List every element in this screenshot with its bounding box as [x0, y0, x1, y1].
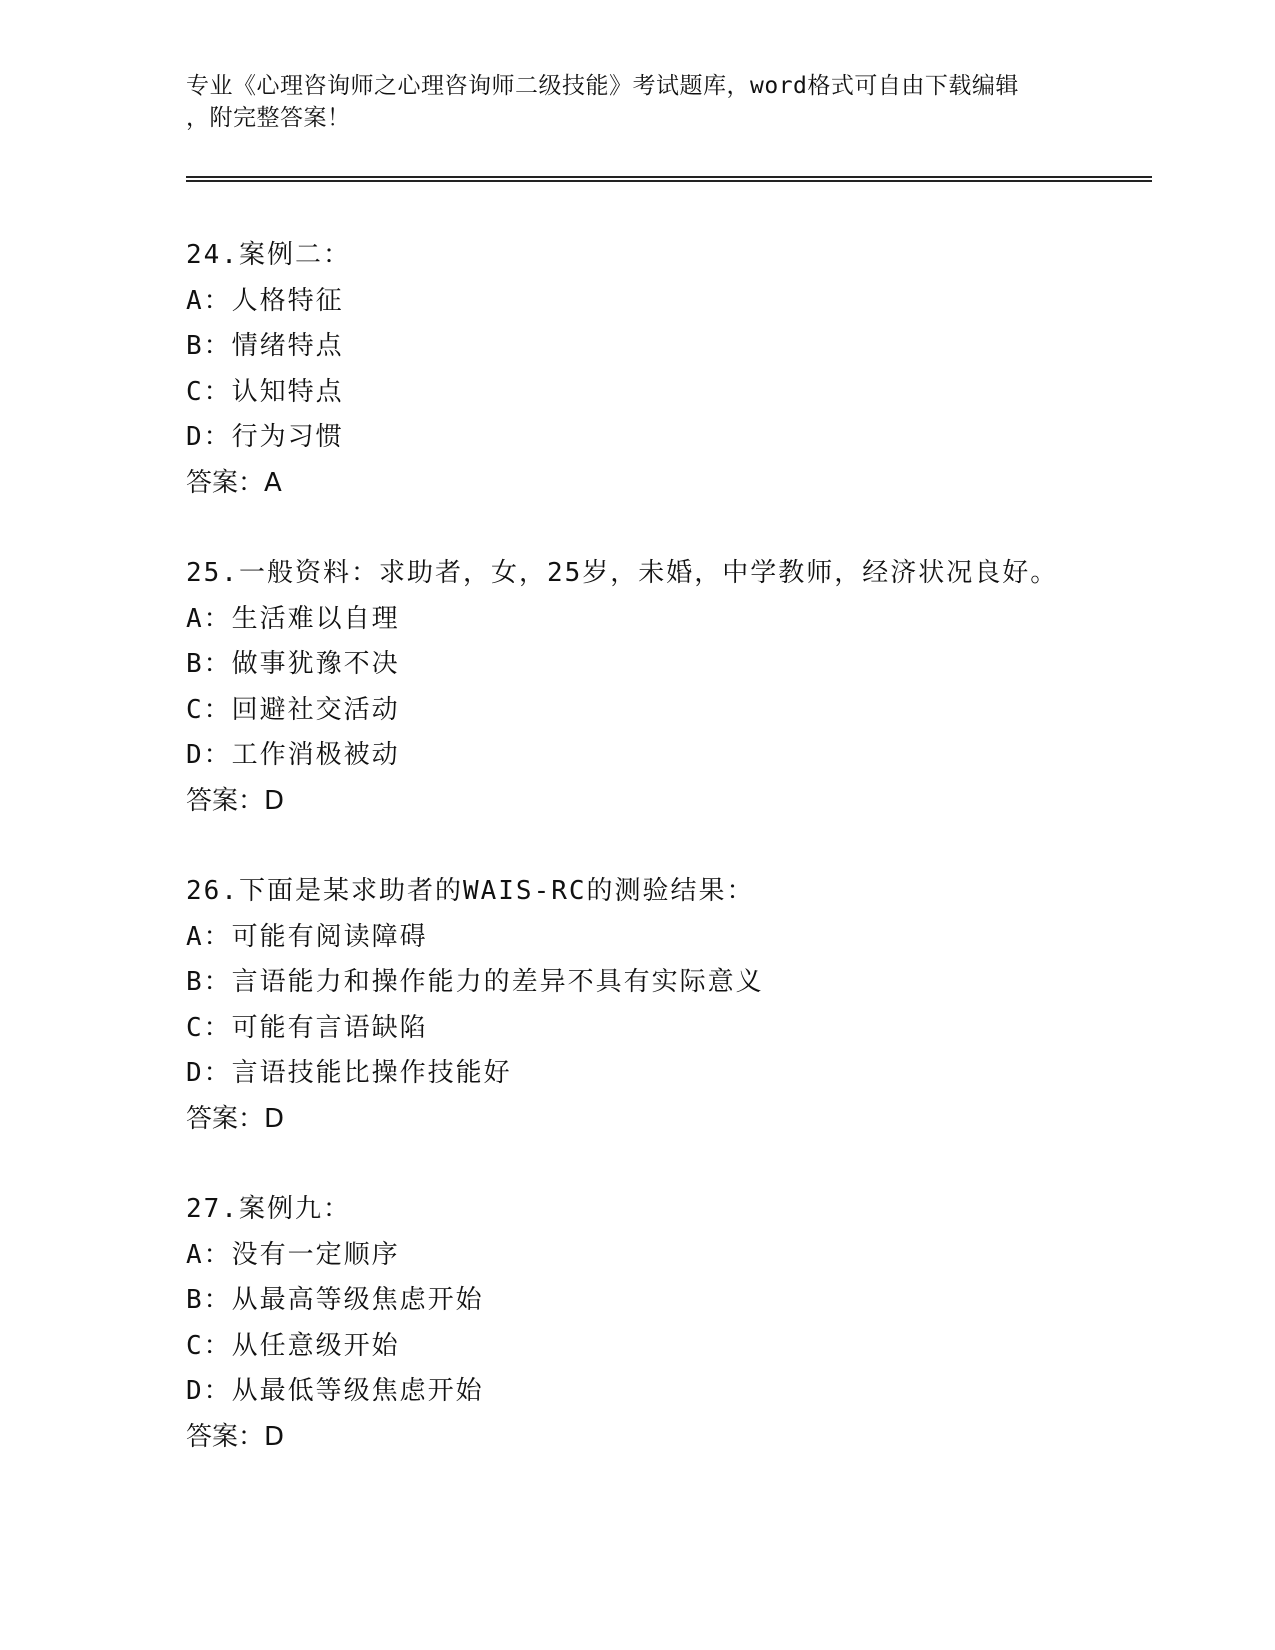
- option-d: D：工作消极被动: [186, 740, 400, 770]
- option-a: A：人格特征: [186, 285, 344, 316]
- question-25: [186, 551, 1146, 824]
- option-a: A：生活难以自理: [186, 603, 400, 634]
- option-d: D：行为习惯: [186, 422, 344, 452]
- option-b: B：情绪特点: [186, 331, 344, 361]
- answer-line: 答案：D: [186, 1103, 285, 1134]
- option-b: B：做事犹豫不决: [186, 649, 400, 679]
- option-c: C：从任意级开始: [186, 1330, 400, 1361]
- option-c: C：可能有言语缺陷: [186, 1012, 428, 1043]
- answer-line: 答案：D: [186, 1421, 285, 1452]
- question-24: [186, 233, 1146, 506]
- option-c: C：回避社交活动: [186, 694, 400, 725]
- option-b: B：言语能力和操作能力的差异不具有实际意义: [186, 967, 764, 997]
- header-title-line-2: ，附完整答案！: [186, 105, 351, 131]
- question-27: [186, 1187, 1146, 1460]
- question-stem: 26.下面是某求助者的WAIS-RC的测验结果：: [186, 876, 755, 906]
- document-header: [186, 70, 1086, 134]
- option-a: A：没有一定顺序: [186, 1239, 400, 1270]
- header-double-rule: [186, 176, 1152, 182]
- answer-line: 答案：D: [186, 785, 285, 816]
- question-26: [186, 869, 1146, 1142]
- option-c: C：认知特点: [186, 376, 344, 407]
- answer-line: 答案：A: [186, 467, 282, 498]
- question-stem: 24.案例二：: [186, 240, 351, 270]
- option-a: A：可能有阅读障碍: [186, 921, 428, 952]
- option-d: D：言语技能比操作技能好: [186, 1058, 512, 1088]
- header-title-line-1: 专业《心理咨询师之心理咨询师二级技能》考试题库，word格式可自由下载编辑: [186, 73, 1019, 99]
- option-b: B：从最高等级焦虑开始: [186, 1285, 484, 1315]
- question-stem: 27.案例九：: [186, 1194, 351, 1224]
- question-stem: 25.一般资料：求助者，女，25岁，未婚，中学教师，经济状况良好。: [186, 558, 1059, 588]
- option-d: D：从最低等级焦虑开始: [186, 1376, 484, 1406]
